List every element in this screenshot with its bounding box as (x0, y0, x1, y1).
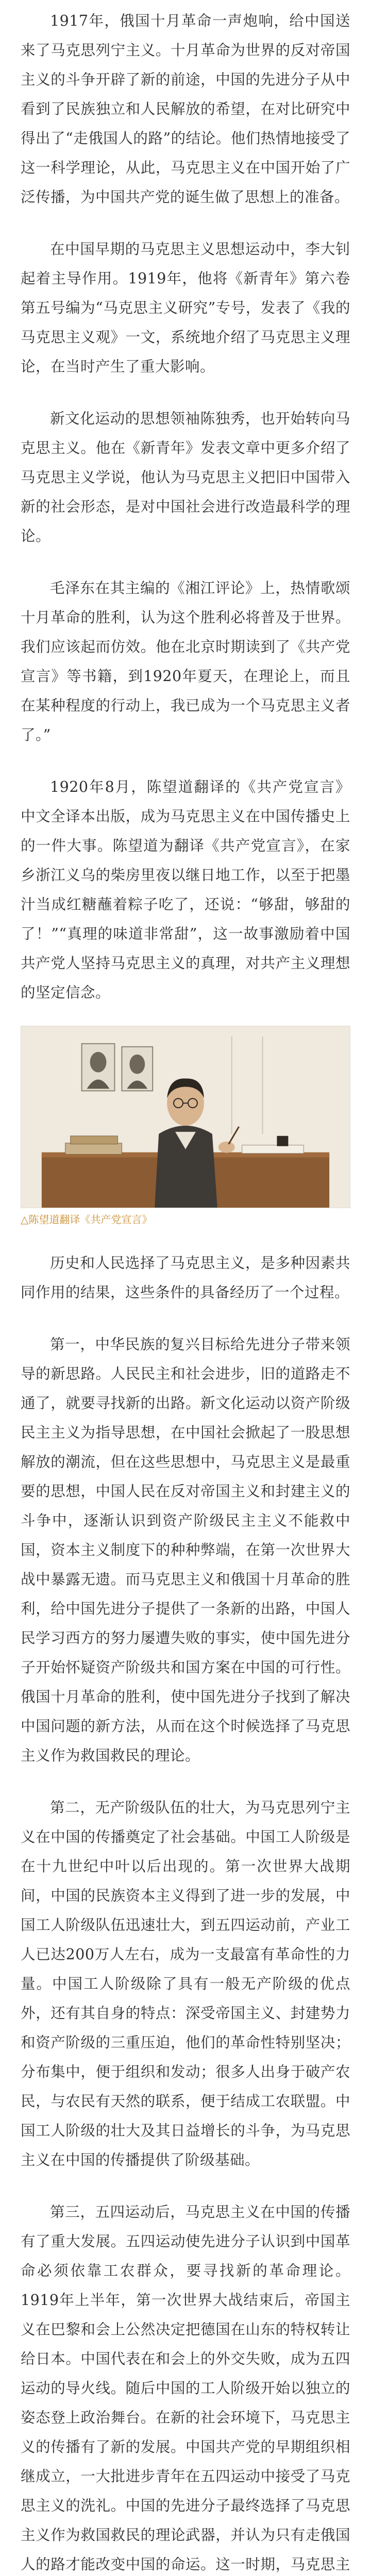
paragraph-1: 1917年，俄国十月革命一声炮响，给中国送来了马克思列宁主义。十月革命为世界的反对帝国主义的斗争开辟了新的前途，中国的先进分子从中看到了民族独立和人民解放的希望，在对比研究中得出了“走俄国人的路”的结论。他们热情地接受了这一科学理论，从此，马克思主义在中国开始了广泛传播，为中国共产党的诞生做了思想上的准备。 (21, 12, 350, 206)
figure (21, 1026, 350, 1228)
paragraph-7: 第一，中华民族的复兴目标给先进分子带来领导的新思路。人民民主和社会进步，旧的道路走不通了，就要寻找新的出路。新文化运动以资产阶级民主主义为指导思想，在中国社会掀起了一股思想解放的潮流，但在这些思想中，马克思主义是最重要的思想，中国人民在反对帝国主义和封建主义的斗争中，逐渐认识到资产阶级民主主义不能救中国，资本主义制度下的种种弊端，在第一次世界大战中暴露无遗。而马克思主义和俄国十月革命的胜利，给中国先进分子提供了一条新的出路，中国人民学习西方的努力屡遭失败的事实，使中国先进分子开始怀疑资产阶级共和国方案在中国的可行性。俄国十月革命的胜利，使中国先进分子找到了解决中国问题的新方法，从而在这个时候选择了马克思主义作为救国救民的理论。 (21, 1336, 350, 1764)
figure-caption: △陈望道翻译《共产党宣言》 (21, 1213, 153, 1226)
paragraph-5: 1920年8月，陈望道翻译的《共产党宣言》中文全译本出版，成为马克思主义在中国传播史上的一件大事。陈望道为翻译《共产党宣言》，在家乡浙江义乌的柴房里夜以继日地工作，以至于把墨汁当成红糖蘸着粽子吃了，还说：“够甜，够甜的了！”“真理的味道非常甜”，这一故事激励着中国共产党人坚持马克思主义的真理，对共产主义理想的坚定信念。 (21, 778, 350, 1001)
paragraph-8: 第二，无产阶级队伍的壮大，为马克思列宁主义在中国的传播奠定了社会基础。中国工人阶级是在十九世纪中叶以后出现的。第一次世界大战期间，中国的民族资本主义得到了进一步的发展，中国工人阶级队伍迅速壮大，到五四运动前，产业工人已达200万人左右，成为一支最富有革命性的力量。中国工人阶级除了具有一般无产阶级的优点外，还有其自身的特点：深受帝国主义、封建势力和资产阶级的三重压迫，他们的革命性特别坚决；分布集中，便于组织和发动；很多人出身于破产农民，与农民有天然的联系，便于结成工农联盟。中国工人阶级的壮大及其日益增长的斗争，为马克思主义在中国的传播提供了阶级基础。 (21, 1799, 350, 2168)
paragraph-4: 毛泽东在其主编的《湘江评论》上，热情歌颂十月革命的胜利，认为这个胜利必将普及于世界。我们应该起而仿效。他在北京时期读到了《共产党宣言》等书籍，到1920年夏天，在理论上，而且在某种程度的行动上，我已成为一个马克思主义者了。” (21, 580, 350, 743)
portrait-drawing (21, 1026, 350, 1208)
paragraph-2: 在中国早期的马克思主义思想运动中，李大钊起着主导作用。1919年，他将《新青年》第六卷第五号编为“马克思主义研究”专号，发表了《我的马克思主义观》一文，系统地介绍了马克思主义理论，在当时产生了重大影响。 (21, 241, 350, 375)
portrait-illustration (21, 1026, 350, 1208)
paragraph-6: 历史和人民选择了马克思主义，是多种因素共同作用的结果，这些条件的具备经历了一个过程。 (21, 1255, 350, 1301)
paragraph-9: 第三，五四运动后，马克思主义在中国的传播有了重大发展。五四运动使先进分子认识到中国革命必须依靠工农群众，要寻找新的革命理论。1919年上半年，第一次世界大战结束后，帝国主义在巴黎和会上公然决定把德国在山东的特权转让给日本。中国代表在和会上的外交失败，成为五四运动的导火线。随后中国的工人阶级开始以独立的姿态登上政治舞台。在新的社会环境下，马克思主义的传播有了新的发展。中国共产党的早期组织相继成立，一大批进步青年在五四运动中接受了马克思主义的洗礼。中国的先进分子最终选择了马克思主义作为救国救民的理论武器，并认为只有走俄国人的路才能改变中国的命运。这一时期，马克思主 (21, 2204, 350, 2573)
paragraph-3: 新文化运动的思想领袖陈独秀，也开始转向马克思主义。他在《新青年》发表文章中更多介绍了马克思主义学说，他认为马克思主义把旧中国带入新的社会形态，是对中国社会进行改造最科学的理论。 (21, 410, 350, 545)
